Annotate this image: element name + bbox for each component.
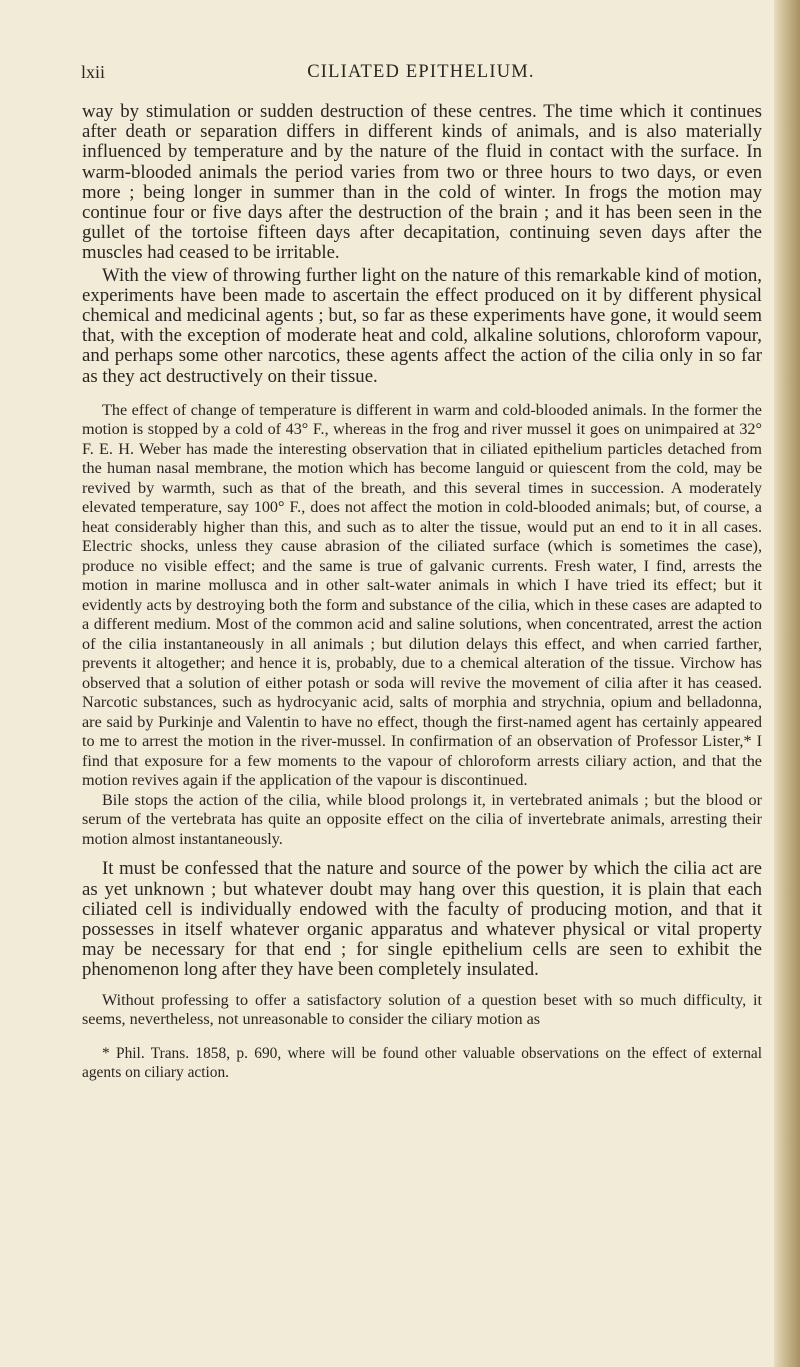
paragraph-5: It must be confessed that the nature and source of the power by which the cilia act are as yet unknown ; but whatever doubt may hang over this question, it is plain that each ciliated cell is individually endowed with the faculty of producing motion, and that it possesses in itself whatever organic apparatus and whatever physical or vital property may be necessary for that end ; for single epithelium cells are seen to exhibit the phenomenon long after they have been completely insulated.: [82, 858, 762, 981]
paragraph-2: With the view of throwing further light on the nature of this remarkable kind of motion, experiments have been made to ascertain the effect produced on it by different physical chemical and medicinal agents ; but, so far as these experiments have gone, it would seem that, with the exception of moderate heat and cold, alkaline solutions, chloroform vapour, and perhaps some other narcotics, these agents affect the action of the cilia only in so far as they act destructively on their tissue.: [82, 264, 762, 387]
body-section-small-print-2: [82, 991, 762, 1030]
body-section-small-print: [82, 401, 762, 850]
paragraph-4: Bile stops the action of the cilia, while blood prolongs it, in vertebrated animals ; but the blood or serum of the vertebrata has quite an opposite effect on the cilia of invertebrate animals, arresting their motion almost instantaneously.: [82, 790, 762, 848]
page-header: [81, 62, 761, 86]
paragraph-6: Without professing to offer a satisfactory solution of a question beset with so much difficulty, it seems, nevertheless, not unreasonable to consider the ciliary motion as: [82, 990, 762, 1029]
body-section-large-print: [82, 102, 762, 387]
paragraph-1: way by stimulation or sudden destruction of these centres. The time which it continues after death or separation differs in different kinds of animals, and is also materially influenced by temperature and by the nature of the fluid in contact with the surface. In warm-blooded animals the period varies from two or three hours to two days, or even more ; being longer in summer than in the cold of winter. In frogs the motion may continue four or five days after the destruction of the brain ; and it has been seen in the gullet of the tortoise fifteen days after decapitation, continuing seven days after the muscles had ceased to be irritable.: [82, 101, 762, 264]
page-edge-shadow: [774, 0, 800, 1367]
footnote: [82, 1044, 762, 1082]
body-section-large-print-2: [82, 859, 762, 980]
paragraph-3: The effect of change of temperature is different in warm and cold-blooded animals. In the former the motion is stopped by a cold of 43° F., whereas in the frog and river mussel it goes on unimpaired at 32° F. E. H. Weber has made the interesting observation that in ciliated epithelium particles detached from the human nasal membrane, the motion which has become languid or quiescent from the cold, may be revived by warmth, such as that of the breath, and this several times in succession. A moderately elevated temperature, say 100° F., does not affect the motion in cold-blooded animals; but, of course, a heat considerably higher than this, and such as to alter the tissue, would put an end to it in all cases. Electric shocks, unless they cause abrasion of the ciliated surface (which is sometimes the case), produce no visible effect; and the same is true of galvanic currents. Fresh water, I find, arrests the motion in marine mollusca and in other salt-water animals in which I have tried its effect; but it evidently acts by destroying both the form and substance of the cilia, which in these cases are adapted to a different medium. Most of the common acid and saline solutions, when concentrated, arrest the action of the cilia instantaneously in all animals ; but dilution delays this effect, and when carried farther, prevents it altogether; and hence it is, probably, due to a chemical alteration of the tissue. Virchow has observed that a solution of either potash or soda will revive the movement of cilia after it has ceased. Narcotic substances, such as hydrocyanic acid, salts of morphia and strychnia, opium and belladonna, are said by Purkinje and Valentin to have no effect, though the first-named agent has certainly appeared to me to arrest the motion in the river-mussel. In confirmation of an observation of Professor Lister,* I find that exposure for a few moments to the vapour of chloroform arrests ciliary action, and that the motion revives again if the application of the vapour is discontinued.: [82, 400, 762, 790]
page-number: lxii: [81, 62, 106, 82]
footnote-text: * Phil. Trans. 1858, p. 690, where will be found other valuable observations on the effect of external agents on ciliary action.: [82, 1044, 762, 1081]
page-content: [82, 102, 762, 1082]
running-title: CILIATED EPITHELIUM.: [307, 62, 535, 82]
